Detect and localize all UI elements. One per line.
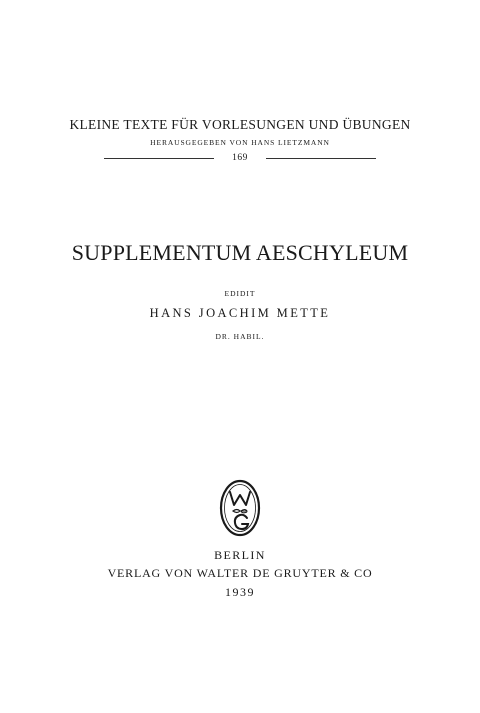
right-rule <box>266 158 376 159</box>
series-editor: HERAUSGEGEBEN VON HANS LIETZMANN <box>150 138 330 147</box>
left-rule <box>104 158 214 159</box>
publisher-monogram-icon <box>218 478 262 538</box>
imprint-year: 1939 <box>225 585 255 599</box>
imprint-city: BERLIN <box>214 548 266 562</box>
edidit-label: EDIDIT <box>224 289 256 298</box>
volume-number-row <box>104 151 376 165</box>
imprint-publisher: VERLAG VON WALTER DE GRUYTER & CO <box>107 566 373 580</box>
author-name: HANS JOACHIM METTE <box>149 306 331 320</box>
series-title: KLEINE TEXTE FÜR VORLESUNGEN UND ÜBUNGEN <box>69 117 411 132</box>
author-degree: DR. HABIL. <box>215 332 265 341</box>
volume-number: 169 <box>232 153 248 163</box>
work-title: SUPPLEMENTUM AESCHYLEUM <box>71 240 409 265</box>
